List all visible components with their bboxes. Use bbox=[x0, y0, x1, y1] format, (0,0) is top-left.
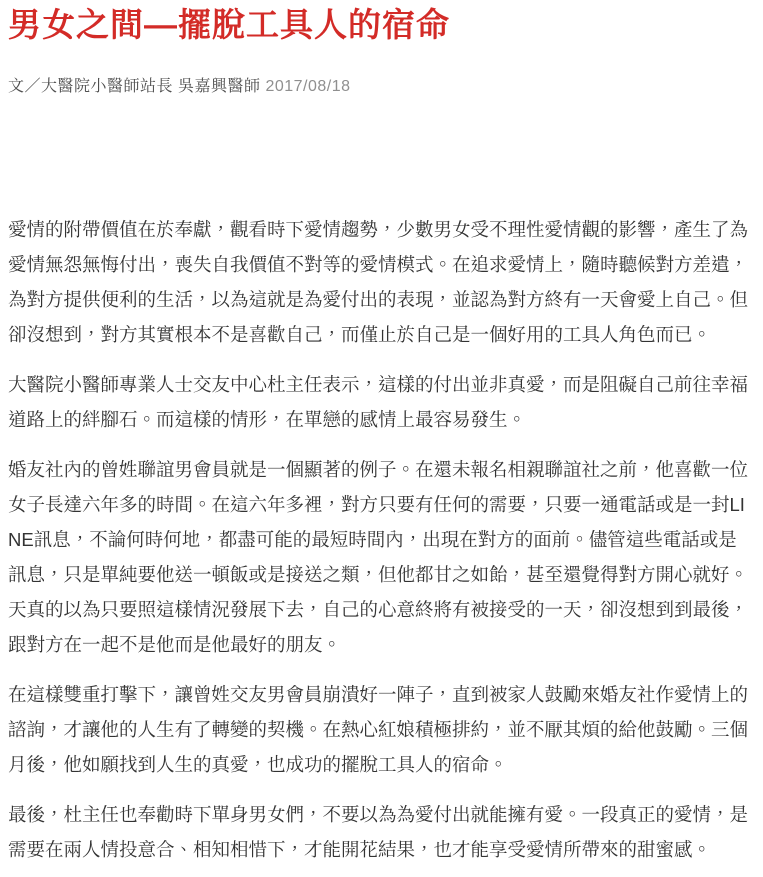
byline bbox=[8, 77, 752, 96]
article-paragraph-5: 最後，杜主任也奉勸時下單身男女們，不要以為為愛付出就能擁有愛。一段真正的愛情，是需要在兩人情投意合、相知相惜下，才能開花結果，也才能享受愛情所帶來的甜蜜感。 bbox=[8, 804, 749, 861]
byline-author: 文／大醫院小醫師站長 吳嘉興醫師 bbox=[8, 78, 261, 96]
article-paragraph-2: 大醫院小醫師專業人士交友中心杜主任表示，這樣的付出並非真愛，而是阻礙自己前往幸福道路上的絆腳石。而這樣的情形，在單戀的感情上最容易發生。 bbox=[8, 374, 749, 431]
article-paragraph-4: 在這樣雙重打擊下，讓曾姓交友男會員崩潰好一陣子，直到被家人鼓勵來婚友社作愛情上的諮詢，才讓他的人生有了轉變的契機。在熱心紅娘積極排約，並不厭其煩的給他鼓勵。三個月後，他如願找到人生的真愛，也成功的擺脫工具人的宿命。 bbox=[8, 684, 749, 776]
byline-date: 2017/08/18 bbox=[265, 78, 351, 96]
article-paragraph-3: 婚友社內的曾姓聯誼男會員就是一個顯著的例子。在還未報名相親聯誼社之前，他喜歡一位女子長達六年多的時間。在這六年多裡，對方只要有任何的需要，只要一通電話或是一封LINE訊息，不論何時何地，都盡可能的最短時間內，出現在對方的面前。儘管這些電話或是訊息，只是單純要他送一頓飯或是接送之類，但他都甘之如飴，甚至還覺得對方開心就好。天真的以為只要照這樣情況發展下去，自己的心意終將有被接受的一天，卻沒想到到最後，跟對方在一起不是他而是他最好的朋友。 bbox=[8, 459, 749, 656]
page-title: 男女之間—擺脫工具人的宿命 bbox=[8, 6, 450, 43]
article-paragraph-1: 愛情的附帶價值在於奉獻，觀看時下愛情趨勢，少數男女受不理性愛情觀的影響，產生了為愛情無怨無悔付出，喪失自我價值不對等的愛情模式。在追求愛情上，隨時聽候對方差遣，為對方提供便利的生活，以為這就是為愛付出的表現，並認為對方終有一天會愛上自己。但卻沒想到，對方其實根本不是喜歡自己，而僅止於自己是一個好用的工具人角色而已。 bbox=[8, 219, 749, 346]
article-body bbox=[8, 212, 752, 867]
